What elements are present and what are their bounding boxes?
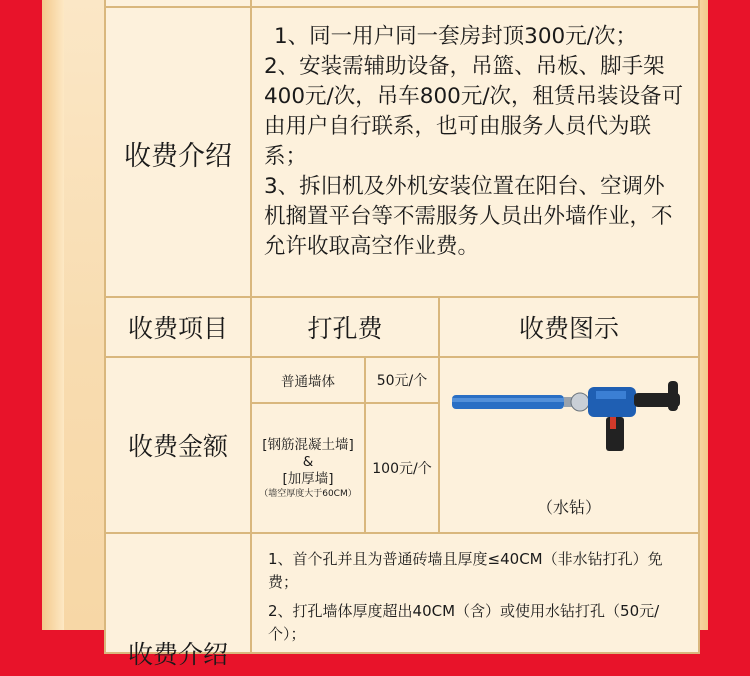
note-item-2: 2、打孔墙体厚度超出40CM（含）或使用水钻打孔（50元/个）； bbox=[268, 602, 660, 643]
wall-type-reinforced-line-3: [加厚墙] bbox=[282, 470, 334, 487]
notes-label-text: 收费介绍 bbox=[127, 640, 228, 669]
fee-intro-table bbox=[104, 0, 700, 300]
drilling-fee-table bbox=[104, 296, 700, 669]
drill-image-cell bbox=[439, 357, 699, 533]
table-top-row-body bbox=[251, 0, 699, 7]
drill-caption: （水钻） bbox=[536, 497, 601, 517]
panel-edge-left bbox=[42, 0, 64, 630]
fee-intro-label: 收费介绍 bbox=[105, 7, 251, 299]
wall-type-reinforced-line-2: & bbox=[302, 453, 314, 470]
wall-thickness-note: （墙空厚度大于60CM） bbox=[259, 488, 357, 499]
notes-label-cell bbox=[105, 533, 251, 669]
price-reinforced: 100元/个 bbox=[365, 403, 439, 533]
price-normal: 50元/个 bbox=[365, 357, 439, 403]
fee-intro-item-1: 1、同一用户同一套房封顶300元/次； bbox=[274, 24, 637, 49]
image-label-cell: 收费图示 bbox=[439, 297, 699, 357]
wall-type-reinforced bbox=[251, 403, 365, 533]
wall-type-normal: 普通墙体 bbox=[251, 357, 365, 403]
table-top-row-label bbox=[105, 0, 251, 7]
fee-intro-body bbox=[251, 7, 699, 299]
wall-type-reinforced-line-1: [钢筋混凝土墙] bbox=[262, 436, 354, 453]
water-drill-icon bbox=[446, 373, 692, 483]
notes-cell bbox=[251, 533, 699, 653]
fee-intro-item-3: 3、拆旧机及外机安装位置在阳台、空调外机搁置平台等不需服务人员出外墙作业，不允许收取高空作业费。 bbox=[264, 174, 673, 259]
item-label-cell: 收费项目 bbox=[105, 297, 251, 357]
amount-label-cell: 收费金额 bbox=[105, 357, 251, 533]
fee-intro-item-2: 2、安装需辅助设备，吊篮、吊板、脚手架400元/次，吊车800元/次，租赁吊装设备可由用户自行联系，也可由服务人员代为联系； bbox=[264, 54, 684, 169]
note-item-1: 1、首个孔并且为普通砖墙且厚度≤40CM（非水钻打孔）免费； bbox=[268, 550, 663, 591]
item-value-cell: 打孔费 bbox=[251, 297, 439, 357]
